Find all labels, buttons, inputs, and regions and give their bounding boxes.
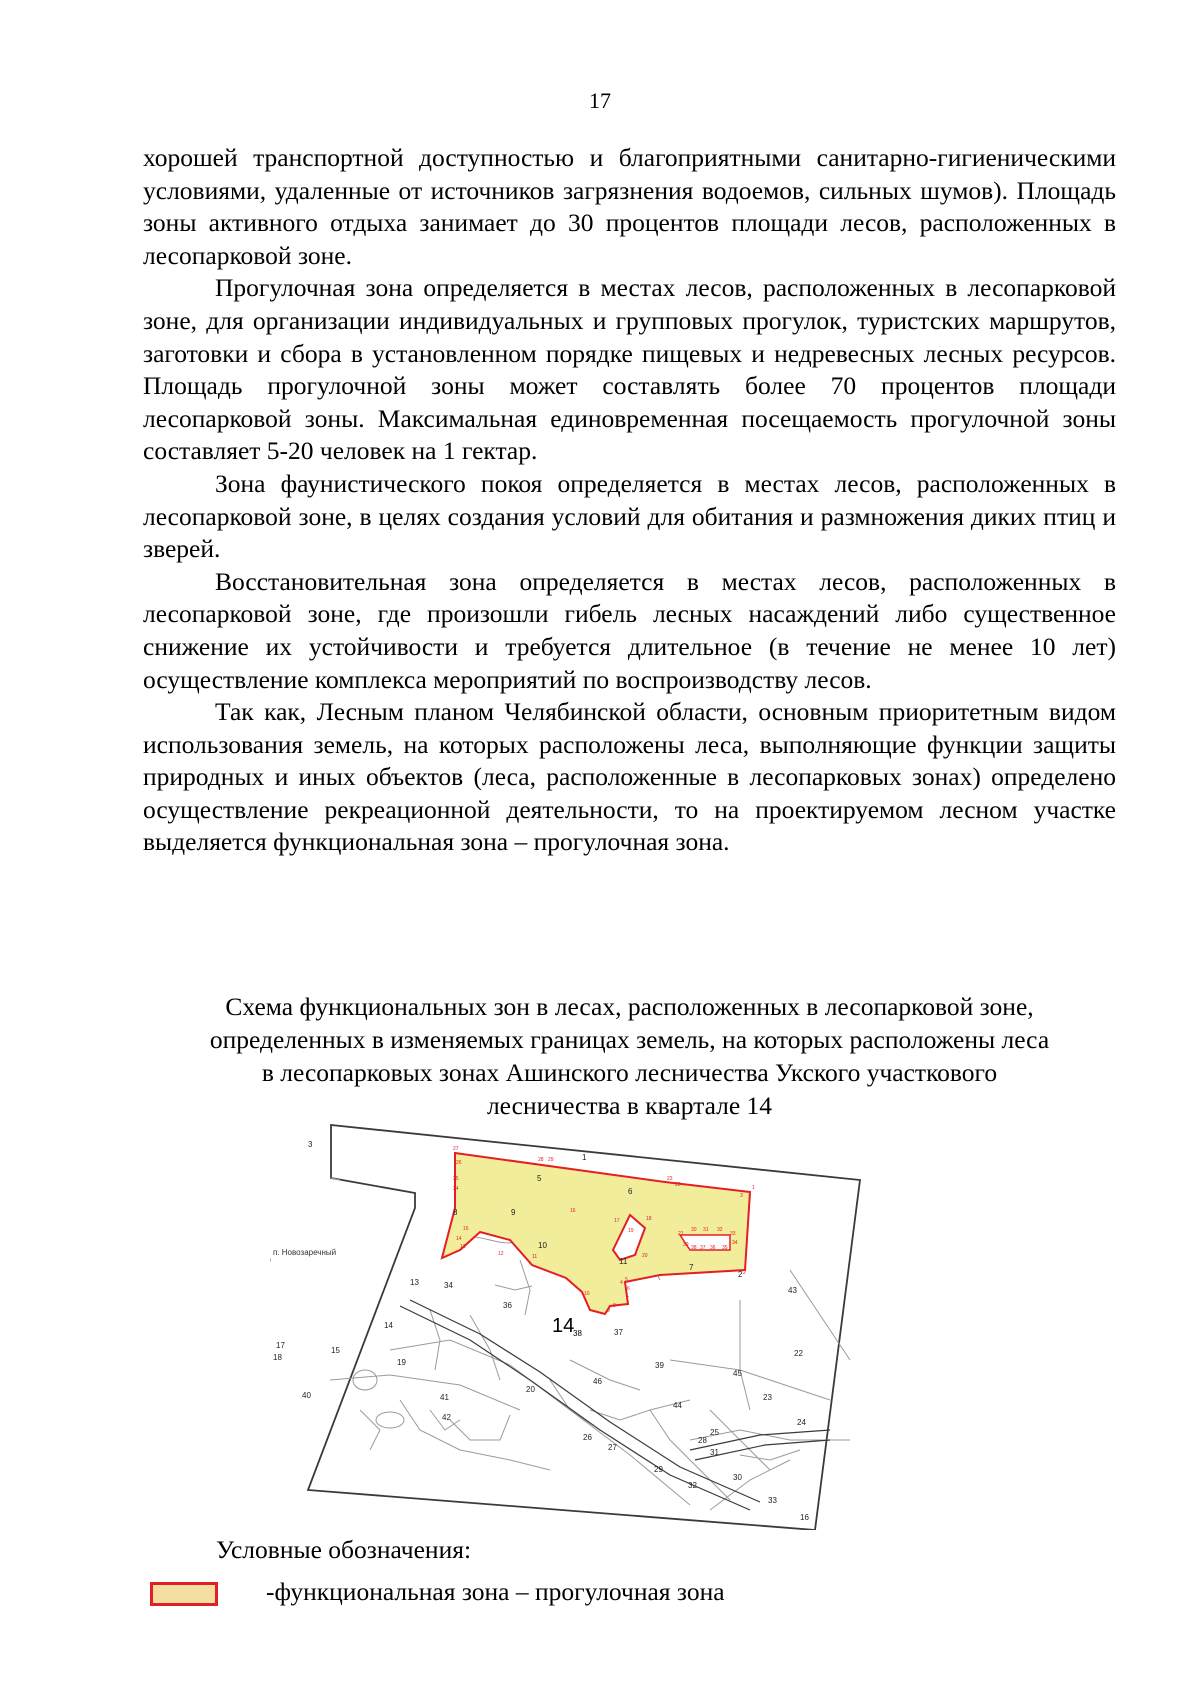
- zone-point-label: 37: [700, 1245, 706, 1251]
- zone-point-label: 25: [453, 1176, 459, 1182]
- quarter-map: [270, 1110, 940, 1530]
- allotment-label: 11: [619, 1257, 628, 1266]
- zone-point-label: 8: [613, 1303, 616, 1309]
- caption-line-2: определенных в изменяемых границах земель, на которых расположены леса: [209, 1025, 1050, 1054]
- allotment-label: 43: [788, 1286, 797, 1295]
- allotment-label: 19: [397, 1358, 406, 1367]
- zone-point-label: 4: [620, 1280, 623, 1286]
- map-caption: [143, 990, 1116, 1122]
- body-text: [143, 142, 1116, 859]
- legend-item-label: -функциональная зона – прогулочная зона: [266, 1577, 725, 1606]
- quarter-map-svg: [270, 1110, 940, 1530]
- paragraph-3: Зона фаунистического покоя определяется в местах лесов, расположенных в лесопарковой зоне, в целях создания условий для обитания и размножения диких птиц и зверей.: [143, 468, 1116, 564]
- allotment-label: 5: [537, 1174, 542, 1183]
- allotment-label: 42: [442, 1413, 451, 1422]
- allotment-label: 24: [797, 1418, 806, 1427]
- zone-point-label: 20: [642, 1253, 648, 1259]
- zone-point-label: 3: [740, 1193, 743, 1199]
- allotment-label: 23: [763, 1393, 772, 1402]
- zone-point-label: 11: [532, 1254, 538, 1260]
- zone-point-label: 22: [675, 1182, 681, 1188]
- allotment-label: 14: [384, 1321, 393, 1330]
- paragraph-5: Так как, Лесным планом Челябинской области, основным приоритетным видом использования земель, на которых расположены леса, выполняющие функции защиты природных и иных объектов (леса, расположенные в лесопарковых зонах) определено осуществление рекреационной деятельности, то на проектируемом лесном участке выделяется функциональная зона – прогулочная зона.: [143, 697, 1116, 857]
- zone-point-label: 16: [570, 1208, 576, 1214]
- allotment-label: 30: [733, 1473, 742, 1482]
- allotment-label: 41: [440, 1393, 449, 1402]
- caption-line-4: лесничества в квартале 14: [486, 1091, 773, 1120]
- zone-point-label: 19: [628, 1228, 634, 1234]
- legend-title: Условные обозначения:: [216, 1535, 472, 1564]
- quarter-subscript: 38: [573, 1329, 582, 1338]
- allotment-label: 2: [738, 1270, 743, 1279]
- allotment-label: 32: [688, 1481, 697, 1490]
- allotment-label: 20: [526, 1385, 535, 1394]
- zone-point-label: 28: [538, 1157, 544, 1163]
- allotment-label: 16: [800, 1513, 809, 1522]
- settlement-label: п. Новозаречный: [273, 1248, 337, 1257]
- allotment-label: 31: [710, 1448, 719, 1457]
- zone-point-label: 26: [456, 1160, 462, 1166]
- allotment-label: 13: [410, 1278, 419, 1287]
- allotment-label: 34: [444, 1281, 453, 1290]
- zone-point-label: 34: [732, 1240, 738, 1246]
- zone-point-label: 27: [453, 1146, 459, 1152]
- allotment-label: 25: [710, 1428, 719, 1437]
- allotment-label: 45: [733, 1369, 742, 1378]
- allotment-label: 8: [453, 1208, 458, 1217]
- zone-point-label: 18: [646, 1216, 652, 1222]
- zone-point-label: 15: [463, 1226, 469, 1232]
- allotment-label: 46: [593, 1377, 602, 1386]
- zone-point-label: 31: [703, 1227, 709, 1233]
- zone-point-label: 38: [691, 1245, 697, 1251]
- allotment-label: 6: [628, 1187, 633, 1196]
- allotment-label: 37: [614, 1328, 623, 1337]
- zone-point-label: 14: [456, 1236, 462, 1242]
- legend-swatch: [150, 1582, 218, 1606]
- allotment-label: 17: [276, 1341, 285, 1350]
- allotment-label: 10: [538, 1241, 547, 1250]
- zone-point-label: 2: [743, 1270, 746, 1276]
- zone-point-label: 30: [691, 1227, 697, 1233]
- allotment-label: 36: [503, 1301, 512, 1310]
- zone-point-label: 1: [752, 1185, 755, 1191]
- allotment-label: 44: [673, 1401, 682, 1410]
- zone-point-label: 32: [717, 1227, 723, 1233]
- zone-point-label: 10: [584, 1291, 590, 1297]
- quarter-number: 14: [552, 1315, 575, 1337]
- allotment-label: 39: [655, 1361, 664, 1370]
- zone-point-label: 39: [683, 1242, 689, 1248]
- zone-point-label: 9: [607, 1308, 610, 1314]
- zone-point-label: 36: [710, 1245, 716, 1251]
- allotment-label: 3: [308, 1140, 313, 1149]
- zone-point-label: 23: [667, 1176, 673, 1182]
- allotment-label: 40: [302, 1391, 311, 1400]
- zone-point-label: 21: [678, 1231, 684, 1237]
- allotment-label: 9: [511, 1208, 516, 1217]
- zone-point-label: 35: [722, 1245, 728, 1251]
- allotment-label: 15: [331, 1346, 340, 1355]
- zone-point-label: 17: [614, 1218, 620, 1224]
- zone-point-label: 24: [453, 1186, 459, 1192]
- allotment-label: 33: [768, 1496, 777, 1505]
- paragraph-2: Прогулочная зона определяется в местах лесов, расположенных в лесопарковой зоне, для организации индивидуальных и групповых прогулок, туристских маршрутов, заготовки и сбора в установленном порядке пищевых и недревесных лесных ресурсов. Площадь прогулочной зоны может составлять более 70 процентов площади лесопарковой зоны. Максимальная единовременная посещаемость прогулочной зоны составляет 5-20 человек на 1 гектар.: [143, 273, 1116, 466]
- allotment-label: 22: [794, 1349, 803, 1358]
- page-number: 17: [589, 88, 611, 113]
- zone-point-label: 6: [627, 1286, 630, 1292]
- allotment-label: 26: [583, 1433, 592, 1442]
- paragraph-4: Восстановительная зона определяется в местах лесов, расположенных в лесопарковой зоне, где произошли гибель лесных насаждений либо существенное снижение их устойчивости и требуется длительное (в течение не менее 10 лет) осуществление комплекса мероприятий по воспроизводству лесов.: [143, 566, 1116, 694]
- allotment-label: 7: [689, 1263, 694, 1272]
- zone-point-label: 12: [498, 1251, 504, 1257]
- allotment-label: 1: [582, 1153, 587, 1162]
- paragraph-1: хорошей транспортной доступностью и благоприятными санитарно-гигиеническими условиями, удаленные от источников загрязнения водоемов, сильных шумов). Площадь зоны активного отдыха занимает до 30 процентов площади лесов, расположенных в лесопарковой зоне.: [143, 143, 1116, 270]
- allotment-label: 29: [654, 1465, 663, 1474]
- zone-point-label: 5: [625, 1277, 628, 1283]
- zone-point-label: 33: [730, 1231, 736, 1237]
- zone-point-label: 7: [626, 1296, 629, 1302]
- allotment-label: 18: [273, 1353, 282, 1362]
- allotment-label: 27: [608, 1443, 617, 1452]
- caption-line-3: в лесопарковых зонах Ашинского лесничества Укского участкового: [261, 1058, 998, 1087]
- caption-line-1: Схема функциональных зон в лесах, расположенных в лесопарковой зоне,: [225, 992, 1034, 1021]
- zone-point-label: 29: [548, 1157, 554, 1163]
- allotment-label: 28: [698, 1436, 707, 1445]
- zone-point-label: 13: [460, 1244, 466, 1250]
